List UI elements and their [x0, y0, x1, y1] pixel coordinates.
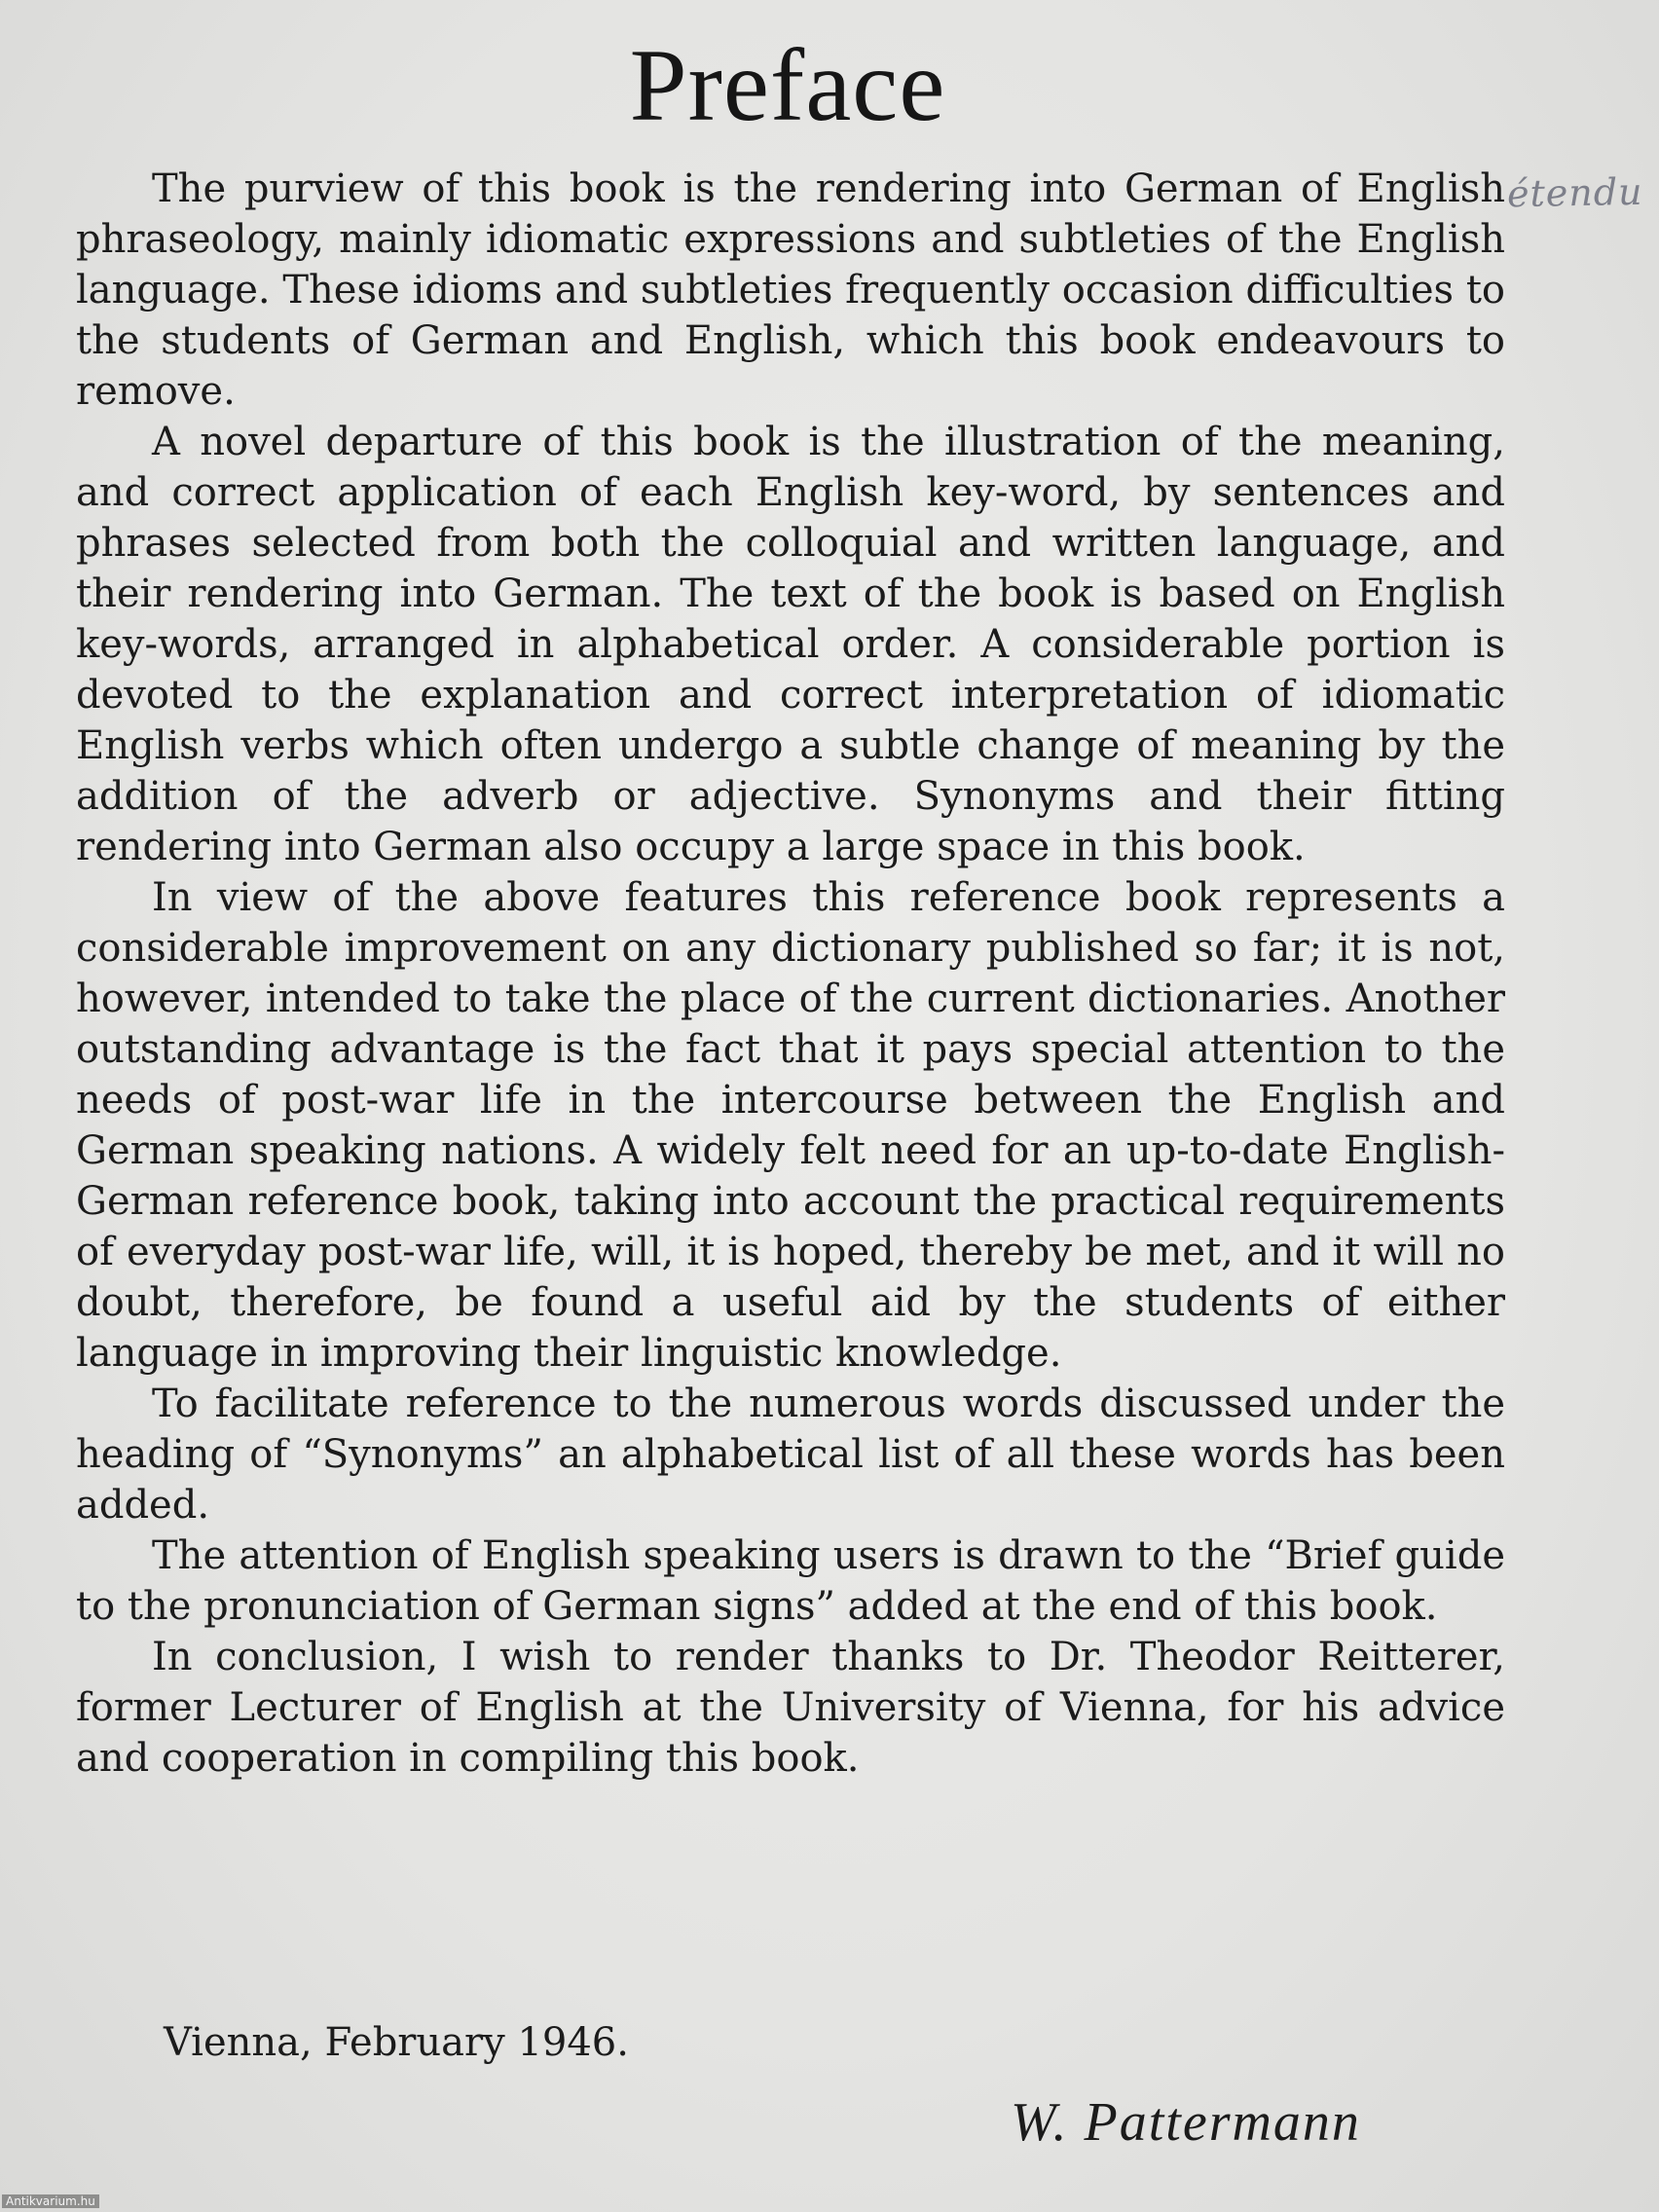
dateline: Vienna, February 1946. [164, 2020, 629, 2065]
handwritten-margin-note: étendu [1506, 169, 1643, 216]
preface-body [76, 164, 1505, 1784]
paragraph-5: The attention of English speaking users is drawn to the “Brief guide to the pronunciation of German signs” added at the end of this book. [76, 1533, 1505, 1629]
author-signature: W. Pattermann [1011, 2092, 1361, 2153]
paragraph-4: To facilitate reference to the numerous words discussed under the heading of “Synonyms” an alphabetical list of all these words has been added. [76, 1382, 1505, 1528]
paragraph-3: In view of the above features this reference book represents a considerable improvement on any dictionary published so far; it is not, however, intended to take the place of the current dictionaries. Another outstanding advantage is the fact that it pays special attention to the needs of post-war life in the intercourse between the English and German speaking nations. A widely felt need for an up-to-date English-German reference book, taking into account the practical requirements of everyday post-war life, will, it is hoped, thereby be met, and it will no doubt, therefore, be found a useful aid by the students of either language in improving their linguistic knowledge. [76, 875, 1505, 1376]
paragraph-1: The purview of this book is the rendering into German of English phraseology, mainly idiomatic expressions and subtleties of the English language. These idioms and subtleties frequently occasion difficulties to the students of German and English, which this book endeavours to remove. [76, 166, 1505, 414]
paragraph-2: A novel departure of this book is the illustration of the meaning, and correct application of each English key-word, by sentences and phrases selected from both the colloquial and written language, and their rendering into German. The text of the book is based on English key-words, arranged in alphabetical order. A considerable portion is devoted to the explanation and correct interpretation of idiomatic English verbs which often undergo a subtle change of meaning by the addition of the adverb or adjective. Synonyms and their fitting rendering into German also occupy a large space in this book. [76, 420, 1505, 869]
watermark: Antikvarium.hu [2, 2194, 99, 2208]
paragraph-6: In conclusion, I wish to render thanks to Dr. Theodor Reitterer, former Lecturer of English at the University of Vienna, for his advice and cooperation in compiling this book. [76, 1635, 1505, 1781]
page-title: Preface [629, 28, 946, 142]
